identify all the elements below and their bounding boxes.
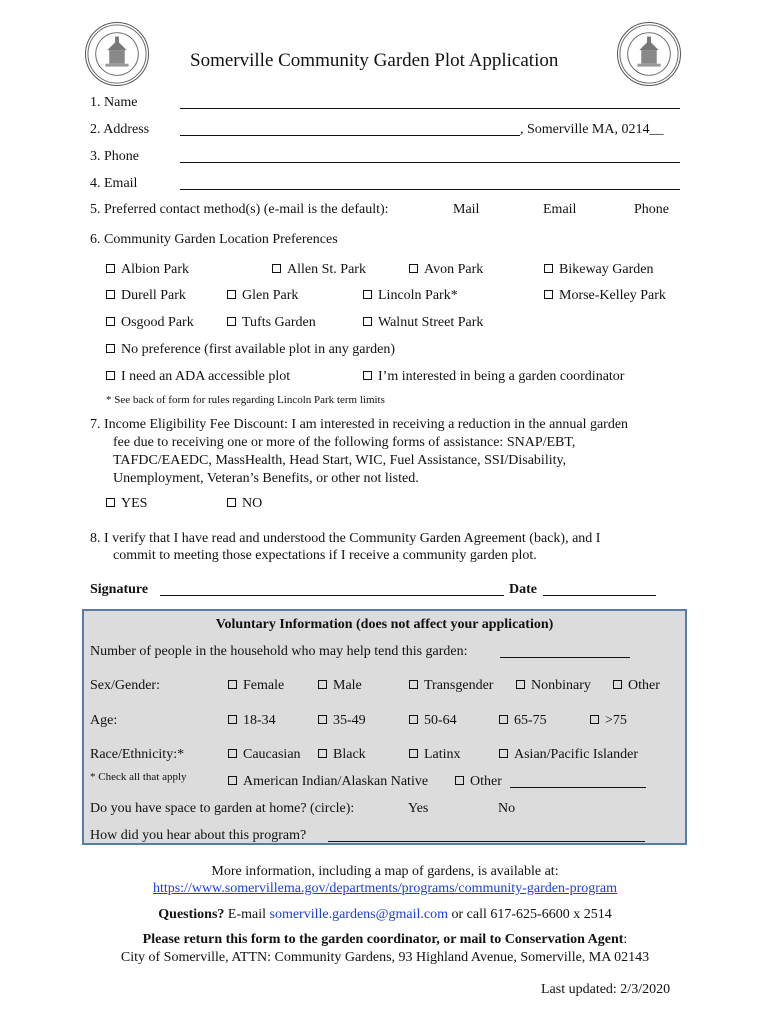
checkbox-icon[interactable] (499, 715, 508, 724)
checkbox-icon[interactable] (363, 290, 372, 299)
contact-method-label: 5. Preferred contact method(s) (e-mail is the default): (90, 202, 389, 217)
household-field[interactable] (500, 657, 630, 658)
checkbox-icon[interactable] (544, 264, 553, 273)
checkbox-icon[interactable] (106, 290, 115, 299)
income-no-option[interactable]: NO (227, 496, 262, 512)
hear-about-question: How did you hear about this program? (90, 828, 307, 843)
sex-option-male[interactable]: Male (318, 678, 362, 694)
program-url-link[interactable]: https://www.somervillema.gov/departments/programs/community-garden-program (152, 881, 618, 896)
address-field[interactable] (180, 135, 520, 136)
checkbox-icon[interactable] (228, 680, 237, 689)
race-option-caucasian[interactable]: Caucasian (228, 747, 301, 763)
lincoln-park-note: * See back of form for rules regarding Lincoln Park term limits (106, 394, 385, 406)
income-text-line-4: Unemployment, Veteran’s Benefits, or other not listed. (113, 471, 419, 486)
checkbox-icon[interactable] (455, 776, 464, 785)
email-label: 4. Email (90, 176, 138, 191)
location-walnut-street-park[interactable]: Walnut Street Park (363, 315, 483, 331)
checkbox-icon[interactable] (363, 317, 372, 326)
sex-option-female[interactable]: Female (228, 678, 284, 694)
checkbox-icon[interactable] (106, 371, 115, 380)
checkbox-icon[interactable] (272, 264, 281, 273)
checkbox-icon[interactable] (613, 680, 622, 689)
income-text-line-1: 7. Income Eligibility Fee Discount: I am interested in receiving a reduction in the annual garden (90, 417, 629, 432)
mailing-address: City of Somerville, ATTN: Community Gardens, 93 Highland Avenue, Somerville, MA 02143 (120, 950, 650, 965)
checkbox-icon[interactable] (318, 680, 327, 689)
age-option-35-49[interactable]: 35-49 (318, 713, 366, 729)
more-info-text: More information, including a map of gardens, is available at: (211, 864, 559, 879)
contact-option-email[interactable]: Email (543, 202, 577, 217)
address-label: 2. Address (90, 122, 150, 137)
checkbox-icon[interactable] (409, 264, 418, 273)
sex-gender-label: Sex/Gender: (90, 678, 160, 693)
checkbox-icon[interactable] (106, 264, 115, 273)
checkbox-icon[interactable] (228, 749, 237, 758)
checkbox-icon[interactable] (228, 715, 237, 724)
home-space-question: Do you have space to garden at home? (circle): (90, 801, 355, 816)
checkbox-icon[interactable] (228, 776, 237, 785)
household-question: Number of people in the household who may help tend this garden: (90, 644, 468, 659)
phone-field[interactable] (180, 162, 680, 163)
race-check-all-note: * Check all that apply (90, 771, 187, 783)
sex-option-transgender[interactable]: Transgender (409, 678, 493, 694)
address-suffix: , Somerville MA, 0214__ (520, 122, 664, 137)
race-option-asian-pacific-islander[interactable]: Asian/Pacific Islander (499, 747, 638, 763)
email-field[interactable] (180, 189, 680, 190)
coordinator-option[interactable]: I’m interested in being a garden coordinator (363, 369, 624, 385)
checkbox-icon[interactable] (544, 290, 553, 299)
name-field[interactable] (180, 108, 680, 109)
checkbox-icon[interactable] (318, 715, 327, 724)
checkbox-icon[interactable] (409, 749, 418, 758)
no-preference-option[interactable]: No preference (first available plot in any garden) (106, 342, 395, 358)
race-option-latinx[interactable]: Latinx (409, 747, 461, 763)
checkbox-icon[interactable] (318, 749, 327, 758)
checkbox-icon[interactable] (409, 680, 418, 689)
location-avon-park[interactable]: Avon Park (409, 262, 483, 278)
race-option-american-indian[interactable]: American Indian/Alaskan Native (228, 774, 428, 790)
verify-text-line-1: 8. I verify that I have read and understood the Community Garden Agreement (back), and I (90, 531, 601, 546)
race-other-field[interactable] (510, 787, 646, 788)
checkbox-icon[interactable] (227, 317, 236, 326)
location-allen-st-park[interactable]: Allen St. Park (272, 262, 366, 278)
race-option-black[interactable]: Black (318, 747, 366, 763)
checkbox-icon[interactable] (409, 715, 418, 724)
return-instructions: Please return this form to the garden coordinator, or mail to Conservation Agent: (142, 932, 628, 947)
race-ethnicity-label: Race/Ethnicity:* (90, 747, 185, 762)
checkbox-icon[interactable] (106, 317, 115, 326)
age-option-65-75[interactable]: 65-75 (499, 713, 547, 729)
voluntary-heading: Voluntary Information (does not affect your application) (215, 617, 554, 632)
location-glen-park[interactable]: Glen Park (227, 288, 298, 304)
home-space-yes[interactable]: Yes (408, 801, 429, 816)
email-link[interactable]: somerville.gardens@gmail.com (269, 907, 449, 922)
checkbox-icon[interactable] (363, 371, 372, 380)
city-seal-right (617, 22, 681, 86)
last-updated: Last updated: 2/3/2020 (541, 982, 671, 997)
age-option-18-34[interactable]: 18-34 (228, 713, 276, 729)
questions-line: Questions? E-mail somerville.gardens@gmail.com or call 617-625-6600 x 2514 (158, 907, 612, 922)
locations-heading: 6. Community Garden Location Preferences (90, 232, 338, 247)
checkbox-icon[interactable] (516, 680, 525, 689)
signature-field[interactable] (160, 595, 504, 596)
hear-about-field[interactable] (328, 841, 645, 842)
checkbox-icon[interactable] (106, 498, 115, 507)
location-albion-park[interactable]: Albion Park (106, 262, 189, 278)
location-bikeway-garden[interactable]: Bikeway Garden (544, 262, 653, 278)
city-seal-left (85, 22, 149, 86)
income-text-line-2: fee due to receiving one or more of the following forms of assistance: SNAP/EBT, (113, 435, 576, 450)
location-tufts-garden[interactable]: Tufts Garden (227, 315, 316, 331)
checkbox-icon[interactable] (590, 715, 599, 724)
questions-label: Questions? (158, 907, 225, 922)
location-morse-kelley-park[interactable]: Morse-Kelley Park (544, 288, 666, 304)
location-lincoln-park[interactable]: Lincoln Park* (363, 288, 458, 304)
name-label: 1. Name (90, 95, 138, 110)
verify-text-line-2: commit to meeting those expectations if I receive a community garden plot. (113, 548, 537, 563)
age-label: Age: (90, 713, 118, 728)
home-space-no[interactable]: No (498, 801, 516, 816)
checkbox-icon[interactable] (499, 749, 508, 758)
age-option-50-64[interactable]: 50-64 (409, 713, 457, 729)
ada-option[interactable]: I need an ADA accessible plot (106, 369, 290, 385)
signature-label: Signature (90, 582, 149, 597)
checkbox-icon[interactable] (227, 498, 236, 507)
date-field[interactable] (543, 595, 656, 596)
date-label: Date (509, 582, 537, 597)
contact-option-phone[interactable]: Phone (634, 202, 669, 217)
page-title: Somerville Community Garden Plot Application (190, 50, 559, 71)
sex-option-other[interactable]: Other (613, 678, 660, 694)
income-text-line-3: TAFDC/EAEDC, MassHealth, Head Start, WIC, Fuel Assistance, SSI/Disability, (113, 453, 567, 468)
contact-option-mail[interactable]: Mail (453, 202, 480, 217)
checkbox-icon[interactable] (227, 290, 236, 299)
location-durell-park[interactable]: Durell Park (106, 288, 186, 304)
checkbox-icon[interactable] (106, 344, 115, 353)
sex-option-nonbinary[interactable]: Nonbinary (516, 678, 591, 694)
race-option-other[interactable]: Other (455, 774, 502, 790)
income-yes-option[interactable]: YES (106, 496, 147, 512)
location-osgood-park[interactable]: Osgood Park (106, 315, 194, 331)
phone-label: 3. Phone (90, 149, 139, 164)
age-option-over-75[interactable]: >75 (590, 713, 627, 729)
